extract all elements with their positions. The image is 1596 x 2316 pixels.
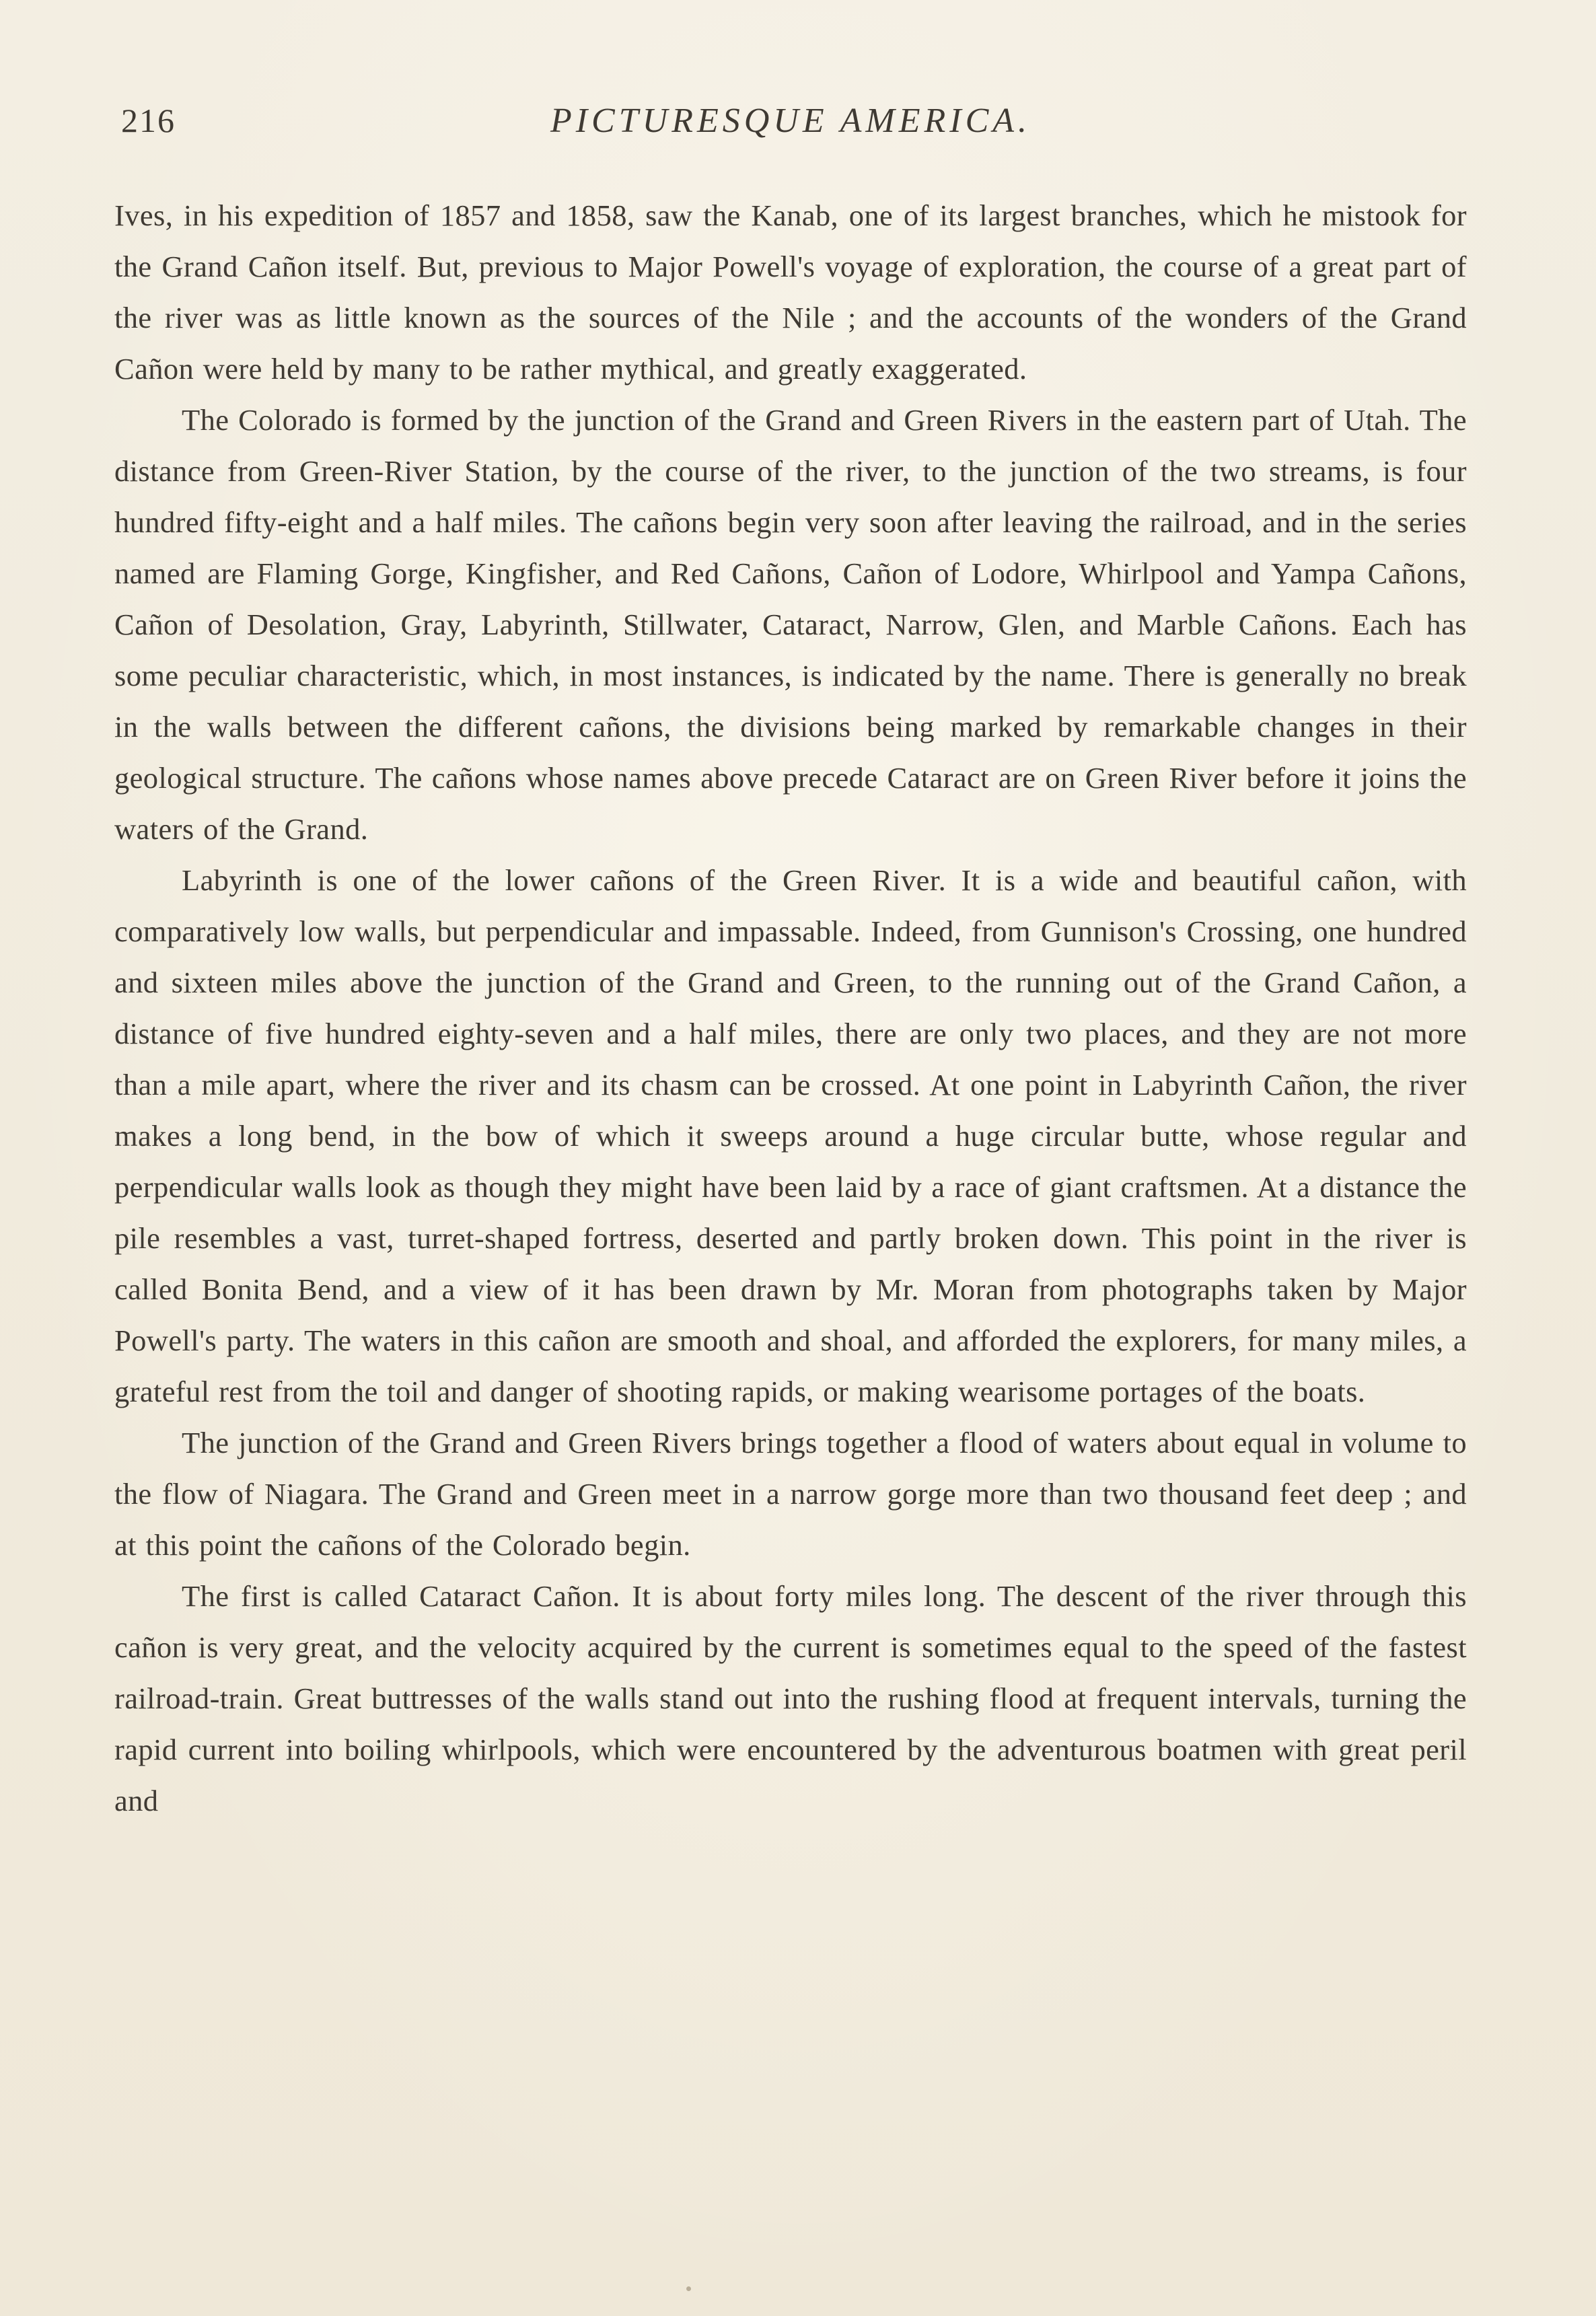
paragraph-4: The junction of the Grand and Green Rivers brings together a flood of waters about equal in volume to the flow of Niagara. The Grand and Green meet in a narrow gorge more than two thousand feet deep ; and at this point the cañons of the Colorado begin. [114, 1426, 1467, 1562]
paragraph-3: Labyrinth is one of the lower cañons of the Green River. It is a wide and beautiful cañon, with comparatively low walls, but perpendicular and impassable. Indeed, from Gunnison's Crossing, one hundred and sixteen miles above the junction of the Grand and Green, to the running out of the Grand Cañon, a distance of five hundred eighty-seven and a half miles, there are only two places, and they are not more than a mile apart, where the river and its chasm can be crossed. At one point in Labyrinth Cañon, the river makes a long bend, in the bow of which it sweeps around a huge circular butte, whose regular and perpendicular walls look as though they might have been laid by a race of giant craftsmen. At a distance the pile resembles a vast, turret-shaped fortress, deserted and partly broken down. This point in the river is called Bonita Bend, and a view of it has been drawn by Mr. Moran from photographs taken by Major Powell's party. The waters in this cañon are smooth and shoal, and afforded the explorers, for many miles, a grateful rest from the toil and danger of shooting rapids, or making wearisome portages of the boats. [114, 863, 1467, 1408]
paragraph-1: Ives, in his expedition of 1857 and 1858, saw the Kanab, one of its largest branches, which he mistook for the Grand Cañon itself. But, previous to Major Powell's voyage of exploration, the course of a great part of the river was as little known as the sources of the Nile ; and the accounts of the wonders of the Grand Cañon were held by many to be rather mythical, and greatly exaggerated. [114, 198, 1467, 386]
paragraph-5: The first is called Cataract Cañon. It is about forty miles long. The descent of the river through this cañon is very great, and the velocity acquired by the current is sometimes equal to the speed of the fastest railroad-train. Great buttresses of the walls stand out into the rushing flood at frequent intervals, turning the rapid current into boiling whirlpools, which were encountered by the adventurous boatmen with great peril and [114, 1579, 1467, 1817]
running-title: PICTURESQUE AMERICA. [550, 102, 1031, 140]
body-text [114, 190, 1467, 1826]
page-header [114, 101, 1467, 161]
page-number: 216 [121, 102, 176, 139]
paragraph-2: The Colorado is formed by the junction of the Grand and Green Rivers in the eastern part of Utah. The distance from Green-River Station, by the course of the river, to the junction of the two streams, is four hundred fifty-eight and a half miles. The cañons begin very soon after leaving the railroad, and in the series named are Flaming Gorge, Kingfisher, and Red Cañons, Cañon of Lodore, Whirlpool and Yampa Cañons, Cañon of Desolation, Gray, Labyrinth, Stillwater, Cataract, Narrow, Glen, and Marble Cañons. Each has some peculiar characteristic, which, in most instances, is indicated by the name. There is generally no break in the walls between the different cañons, the divisions being marked by remarkable changes in their geological structure. The cañons whose names above precede Cataract are on Green River before it joins the waters of the Grand. [114, 403, 1467, 846]
paper-speck [686, 2286, 691, 2291]
